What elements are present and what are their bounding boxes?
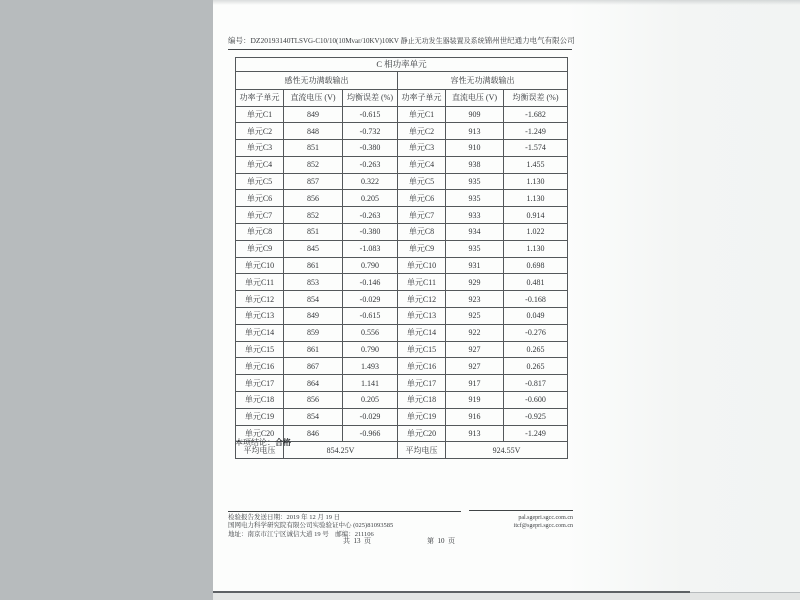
error-cell-right: 0.049 <box>504 308 568 325</box>
unit-cell-right: 单元C4 <box>398 156 446 173</box>
voltage-cell-right: 934 <box>446 224 504 241</box>
voltage-cell-left: 851 <box>284 140 343 157</box>
voltage-cell-right: 922 <box>446 324 504 341</box>
unit-cell-right: 单元C6 <box>398 190 446 207</box>
table-row <box>236 408 568 425</box>
error-cell-right: 1.455 <box>504 156 568 173</box>
voltage-cell-right: 935 <box>446 190 504 207</box>
error-cell-right: -1.249 <box>504 425 568 442</box>
table-row <box>236 207 568 224</box>
unit-cell-left: 单元C14 <box>236 324 284 341</box>
error-cell-left: 0.205 <box>343 190 398 207</box>
error-cell-right: -0.817 <box>504 375 568 392</box>
footer-org-line: 国网电力科学研究院有限公司实验验证中心 (025)81093585 <box>228 522 394 530</box>
page-top-shadow <box>213 0 800 5</box>
error-cell-left: 0.790 <box>343 257 398 274</box>
unit-cell-left: 单元C17 <box>236 375 284 392</box>
unit-cell-left: 单元C13 <box>236 308 284 325</box>
avg-voltage-left: 854.25V <box>284 442 398 459</box>
unit-cell-left: 单元C3 <box>236 140 284 157</box>
voltage-cell-left: 849 <box>284 106 343 123</box>
error-cell-left: 1.493 <box>343 358 398 375</box>
error-cell-left: 0.205 <box>343 392 398 409</box>
unit-cell-left: 单元C19 <box>236 408 284 425</box>
colheader-unit-left: 功率子单元 <box>236 90 284 107</box>
table-row <box>236 375 568 392</box>
voltage-cell-right: 929 <box>446 274 504 291</box>
table-row <box>236 224 568 241</box>
voltage-cell-left: 856 <box>284 392 343 409</box>
voltage-cell-right: 933 <box>446 207 504 224</box>
error-cell-right: -0.276 <box>504 324 568 341</box>
error-cell-right: 1.130 <box>504 173 568 190</box>
doc-header <box>228 36 575 46</box>
error-cell-left: -0.380 <box>343 140 398 157</box>
table-row <box>236 156 568 173</box>
colheader-error-right: 均衡误差 (%) <box>504 90 568 107</box>
table-row <box>236 291 568 308</box>
voltage-cell-right: 925 <box>446 308 504 325</box>
table-title: C 相功率单元 <box>236 58 568 72</box>
unit-cell-right: 单元C20 <box>398 425 446 442</box>
error-cell-left: 0.556 <box>343 324 398 341</box>
unit-cell-right: 单元C8 <box>398 224 446 241</box>
voltage-cell-left: 859 <box>284 324 343 341</box>
unit-cell-right: 单元C18 <box>398 392 446 409</box>
error-cell-right: -0.925 <box>504 408 568 425</box>
footer-right-block <box>443 514 573 530</box>
unit-cell-left: 单元C7 <box>236 207 284 224</box>
error-cell-right: 0.265 <box>504 358 568 375</box>
error-cell-left: 0.790 <box>343 341 398 358</box>
table-row <box>236 257 568 274</box>
unit-cell-right: 单元C17 <box>398 375 446 392</box>
avg-label-left: 平均电压 <box>236 442 284 459</box>
voltage-cell-left: 846 <box>284 425 343 442</box>
voltage-cell-left: 861 <box>284 257 343 274</box>
voltage-cell-right: 923 <box>446 291 504 308</box>
unit-cell-right: 单元C9 <box>398 240 446 257</box>
error-cell-left: -0.029 <box>343 291 398 308</box>
avg-label-right: 平均电压 <box>398 442 446 459</box>
unit-cell-left: 单元C20 <box>236 425 284 442</box>
unit-cell-right: 单元C2 <box>398 123 446 140</box>
unit-cell-right: 单元C11 <box>398 274 446 291</box>
unit-cell-right: 单元C14 <box>398 324 446 341</box>
error-cell-right: 0.698 <box>504 257 568 274</box>
colheader-unit-right: 功率子单元 <box>398 90 446 107</box>
table-row <box>236 274 568 291</box>
table-row <box>236 190 568 207</box>
scan-bottom-strip <box>213 593 800 600</box>
section-inductive: 感性无功满载输出 <box>236 71 398 90</box>
unit-cell-right: 单元C13 <box>398 308 446 325</box>
unit-cell-right: 单元C3 <box>398 140 446 157</box>
voltage-cell-right: 935 <box>446 240 504 257</box>
voltage-cell-left: 851 <box>284 224 343 241</box>
doc-title: TLSVG-C10/10(10Mvar/10KV)10KV 静止无功发生器装置及系统 <box>290 37 485 45</box>
footer-rule-left <box>228 511 461 512</box>
voltage-cell-left: 861 <box>284 341 343 358</box>
avg-voltage-right: 924.55V <box>446 442 568 459</box>
table-row <box>236 240 568 257</box>
table-row <box>236 324 568 341</box>
error-cell-left: -0.615 <box>343 106 398 123</box>
error-cell-right: 1.130 <box>504 240 568 257</box>
unit-cell-right: 单元C10 <box>398 257 446 274</box>
error-cell-left: 0.322 <box>343 173 398 190</box>
error-cell-right: -1.249 <box>504 123 568 140</box>
error-cell-left: -0.966 <box>343 425 398 442</box>
unit-cell-right: 单元C1 <box>398 106 446 123</box>
voltage-cell-right: 938 <box>446 156 504 173</box>
error-cell-right: -1.682 <box>504 106 568 123</box>
footer-website: pal.sgepri.sgcc.com.cn <box>518 515 573 521</box>
pages-total: 共 13 页 <box>343 537 371 545</box>
footer-rule-right <box>469 510 573 511</box>
unit-cell-right: 单元C5 <box>398 173 446 190</box>
error-cell-left: -0.380 <box>343 224 398 241</box>
table-row <box>236 308 568 325</box>
error-cell-right: 0.914 <box>504 207 568 224</box>
error-cell-left: -0.263 <box>343 156 398 173</box>
unit-cell-left: 单元C1 <box>236 106 284 123</box>
table-title-row <box>236 58 568 72</box>
error-cell-left: -0.263 <box>343 207 398 224</box>
error-cell-left: -0.146 <box>343 274 398 291</box>
unit-cell-right: 单元C16 <box>398 358 446 375</box>
table-row <box>236 173 568 190</box>
unit-cell-right: 单元C19 <box>398 408 446 425</box>
table-row <box>236 341 568 358</box>
voltage-cell-left: 854 <box>284 291 343 308</box>
unit-cell-left: 单元C16 <box>236 358 284 375</box>
voltage-cell-left: 848 <box>284 123 343 140</box>
unit-cell-right: 单元C15 <box>398 341 446 358</box>
conclusion-line <box>235 437 291 448</box>
voltage-cell-left: 852 <box>284 156 343 173</box>
voltage-cell-left: 856 <box>284 190 343 207</box>
voltage-cell-left: 854 <box>284 408 343 425</box>
voltage-cell-right: 913 <box>446 425 504 442</box>
table-row <box>236 392 568 409</box>
table-row <box>236 140 568 157</box>
unit-cell-left: 单元C4 <box>236 156 284 173</box>
voltage-cell-right: 910 <box>446 140 504 157</box>
error-cell-left: -0.732 <box>343 123 398 140</box>
error-cell-left: -0.029 <box>343 408 398 425</box>
header-rule <box>228 49 572 50</box>
error-cell-left: -1.083 <box>343 240 398 257</box>
voltage-cell-left: 867 <box>284 358 343 375</box>
unit-cell-right: 单元C7 <box>398 207 446 224</box>
doc-company: 锦州世纪通力电气有限公司 <box>484 36 575 45</box>
voltage-cell-right: 916 <box>446 408 504 425</box>
unit-cell-left: 单元C10 <box>236 257 284 274</box>
voltage-cell-left: 852 <box>284 207 343 224</box>
voltage-cell-right: 931 <box>446 257 504 274</box>
footer-email: itcf@sgepri.sgcc.com.cn <box>513 523 573 529</box>
error-cell-right: 0.265 <box>504 341 568 358</box>
conclusion-value: 合格 <box>275 438 291 447</box>
error-cell-right: -0.600 <box>504 392 568 409</box>
error-cell-right: 1.022 <box>504 224 568 241</box>
unit-cell-left: 单元C5 <box>236 173 284 190</box>
error-cell-right: 1.130 <box>504 190 568 207</box>
colheader-voltage-left: 直流电压 (V) <box>284 90 343 107</box>
doc-number: 编号：DZ20193140 <box>228 36 291 45</box>
voltage-cell-left: 857 <box>284 173 343 190</box>
error-cell-right: -1.574 <box>504 140 568 157</box>
pagination-line <box>228 536 573 546</box>
unit-cell-left: 单元C12 <box>236 291 284 308</box>
voltage-cell-right: 913 <box>446 123 504 140</box>
voltage-cell-left: 853 <box>284 274 343 291</box>
footer-address-line: 地址：南京市江宁区诚信大道 19 号 邮编：211106 <box>228 530 374 538</box>
table-row <box>236 358 568 375</box>
voltage-cell-right: 917 <box>446 375 504 392</box>
voltage-cell-left: 849 <box>284 308 343 325</box>
voltage-cell-right: 927 <box>446 341 504 358</box>
voltage-cell-left: 845 <box>284 240 343 257</box>
error-cell-left: -0.615 <box>343 308 398 325</box>
table-colheader-row <box>236 90 568 107</box>
table-row <box>236 106 568 123</box>
unit-cell-left: 单元C15 <box>236 341 284 358</box>
table-section-row <box>236 71 568 90</box>
conclusion-label: 本项结论： <box>235 438 275 447</box>
unit-cell-left: 单元C11 <box>236 274 284 291</box>
voltage-cell-left: 864 <box>284 375 343 392</box>
report-table <box>235 57 568 459</box>
voltage-cell-right: 927 <box>446 358 504 375</box>
colheader-voltage-right: 直流电压 (V) <box>446 90 504 107</box>
error-cell-right: 0.481 <box>504 274 568 291</box>
voltage-cell-right: 919 <box>446 392 504 409</box>
colheader-error-left: 均衡误差 (%) <box>343 90 398 107</box>
voltage-cell-right: 909 <box>446 106 504 123</box>
scanned-page <box>213 0 800 592</box>
unit-cell-left: 单元C6 <box>236 190 284 207</box>
error-cell-left: 1.141 <box>343 375 398 392</box>
footer-date-line: 检验报告发送日期：2019 年 12 月 19 日 <box>228 514 341 521</box>
unit-cell-left: 单元C2 <box>236 123 284 140</box>
page-current: 第 10 页 <box>427 537 455 545</box>
table-row <box>236 123 568 140</box>
unit-cell-left: 单元C9 <box>236 240 284 257</box>
error-cell-right: -0.168 <box>504 291 568 308</box>
section-capacitive: 容性无功满载输出 <box>398 71 568 90</box>
unit-cell-left: 单元C18 <box>236 392 284 409</box>
unit-cell-left: 单元C8 <box>236 224 284 241</box>
voltage-cell-right: 935 <box>446 173 504 190</box>
unit-cell-right: 单元C12 <box>398 291 446 308</box>
